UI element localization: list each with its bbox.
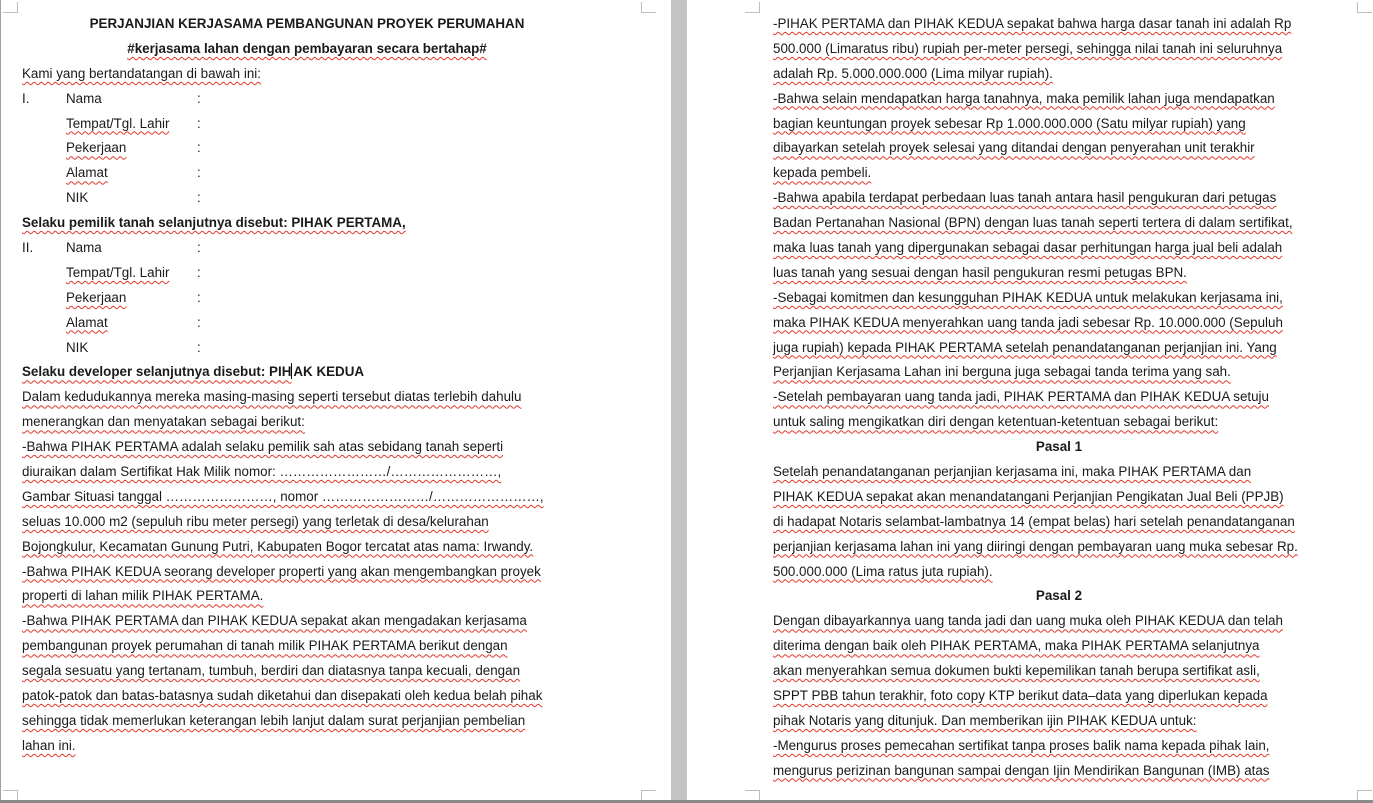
party1-role: Selaku pemilik tanah selanjutnya disebut: PIHAK PERTAMA, — [22, 215, 406, 231]
party2-field-label: Alamat — [66, 314, 108, 330]
paragraph-line: lahan ini. — [22, 737, 76, 753]
party1-field-row — [22, 161, 592, 186]
paragraph-line: -Bahwa PIHAK PERTAMA dan PIHAK KEDUA sepakat akan mengadakan kerjasama — [22, 613, 527, 629]
paragraph-line: -Bahwa PIHAK PERTAMA adalah selaku pemilik sah atas sebidang tanah seperti — [22, 439, 504, 455]
paragraph-line: Gambar Situasi tanggal ……………………, nomor ……………………/……………………, — [22, 488, 544, 504]
field-colon: : — [197, 90, 201, 106]
paragraph-line: properti di lahan milik PIHAK PERTAMA. — [22, 588, 264, 604]
paragraph-line: 500.000 (Limaratus ribu) rupiah per-meter persegi, sehingga nilai tanah ini seluruhnya — [773, 40, 1283, 56]
field-colon: : — [197, 240, 201, 256]
page-corner-marker — [1357, 2, 1372, 13]
paragraph-line: maka PIHAK KEDUA menyerahkan uang tanda jadi sebesar Rp. 10.000.000 (Sepuluh — [773, 314, 1283, 330]
document-title: PERJANJIAN KERJASAMA PEMBANGUNAN PROYEK PERUMAHAN — [89, 16, 525, 31]
paragraph-line: perjanjian kerjasama lahan ini yang diiringi dengan pembayaran uang muka sebesar Rp. — [773, 538, 1298, 554]
page-corner-marker — [745, 2, 760, 13]
paragraph-line: luas tanah yang sesuai dengan hasil pengukuran resmi petugas BPN. — [773, 264, 1187, 280]
party2-field-row — [22, 336, 592, 361]
field-colon: : — [197, 314, 201, 330]
paragraph-line: PIHAK KEDUA sepakat akan menandatangani Perjanjian Pengikatan Jual Beli (PPJB) — [773, 488, 1284, 504]
page-text-body[interactable] — [773, 12, 1345, 784]
paragraph-line: pihak Notaris yang ditunjuk. Dan memberikan ijin PIHAK KEDUA untuk: — [773, 712, 1197, 728]
party1-field-label: NIK — [66, 190, 89, 206]
party2-number: II. — [22, 240, 34, 256]
field-colon: : — [197, 289, 201, 305]
field-colon: : — [197, 264, 201, 280]
page-text-body[interactable] — [22, 12, 592, 759]
paragraph-line: 500.000.000 (Lima ratus juta rupiah). — [773, 563, 993, 579]
field-colon: : — [197, 165, 201, 181]
paragraph-line: -Mengurus proses pemecahan sertifikat tanpa proses balik nama kepada pihak lain, — [773, 737, 1270, 753]
paragraph-line: seluas 10.000 m2 (sepuluh ribu meter persegi) yang terletak di desa/kelurahan — [22, 513, 489, 529]
party1-field-row — [22, 87, 592, 112]
party2-role-text-rest: AK KEDUA — [293, 364, 365, 380]
paragraph-line: kepada pembeli. — [773, 165, 872, 181]
party1-field-label: Nama — [66, 90, 102, 106]
pasal-1-heading: Pasal 1 — [1035, 439, 1083, 455]
field-colon: : — [197, 190, 201, 206]
party1-number: I. — [22, 90, 30, 106]
party1-field-label: Tempat/Tgl. Lahir — [66, 115, 170, 131]
paragraph-line: di hadapat Notaris selambat-lambatnya 14 (empat belas) hari setelah penandatanganan — [773, 513, 1295, 529]
party2-field-label: Pekerjaan — [66, 289, 127, 305]
paragraph-line: adalah Rp. 5.000.000.000 (Lima milyar rupiah). — [773, 65, 1053, 81]
pasal-2-heading: Pasal 2 — [1035, 588, 1083, 604]
page-corner-marker — [3, 2, 18, 13]
paragraph-line: Dalam kedudukannya mereka masing-masing seperti tersebut diatas terlebih dahulu — [22, 389, 522, 405]
party2-field-row — [22, 311, 592, 336]
party1-field-row — [22, 112, 592, 137]
paragraph-line: menerangkan dan menyatakan sebagai berikut: — [22, 414, 305, 430]
paragraph-line: Badan Pertanahan Nasional (BPN) dengan luas tanah seperti tertera di dalam sertifikat, — [773, 215, 1293, 231]
field-colon: : — [197, 140, 201, 156]
party2-field-row — [22, 236, 592, 261]
paragraph-line: pembangunan proyek perumahan di tanah milik PIHAK PERTAMA berikut dengan — [22, 638, 508, 654]
intro-line: Kami yang bertandatangan di bawah ini: — [22, 65, 261, 81]
paragraph-line: -Bahwa PIHAK KEDUA seorang developer properti yang akan mengembangkan proyek — [22, 563, 541, 579]
document-page-left[interactable] — [0, 0, 672, 803]
document-subtitle: #kerjasama lahan dengan pembayaran secara bertahap# — [127, 40, 487, 56]
paragraph-line: akan menyerahkan semua dokumen bukti kepemilikan tanah berupa sertifikat asli, — [773, 663, 1260, 679]
paragraph-line: patok-patok dan batas-batasnya sudah diketahui dan disepakati oleh kedua belah pihak — [22, 688, 543, 704]
paragraph-line: -Bahwa selain mendapatkan harga tanahnya, maka pemilik lahan juga mendapatkan — [773, 90, 1275, 106]
field-colon: : — [197, 339, 201, 355]
paragraph-line: juga rupiah) kepada PIHAK PERTAMA setelah penandatanganan perjanjian ini. Yang — [773, 339, 1277, 355]
paragraph-line: Bojongkulur, Kecamatan Gunung Putri, Kabupaten Bogor tercatat atas nama: Irwandy. — [22, 538, 534, 554]
party2-role — [22, 360, 592, 385]
paragraph-line: -Sebagai komitmen dan kesungguhan PIHAK KEDUA untuk melakukan kerjasama ini, — [773, 289, 1283, 305]
party2-field-label: Nama — [66, 240, 102, 256]
paragraph-line: sehingga tidak memerlukan keterangan lebih lanjut dalam surat perjanjian pembelian — [22, 712, 526, 728]
field-colon: : — [197, 115, 201, 131]
party2-field-label: Tempat/Tgl. Lahir — [66, 264, 170, 280]
party1-field-label: Pekerjaan — [66, 140, 127, 156]
party2-field-row — [22, 286, 592, 311]
paragraph-line: SPPT PBB tahun terakhir, foto copy KTP berikut data–data yang diperlukan kepada — [773, 688, 1268, 704]
party1-field-label: Alamat — [66, 165, 108, 181]
page-gutter — [671, 0, 686, 803]
paragraph-line: -Setelah pembayaran uang tanda jadi, PIHAK PERTAMA dan PIHAK KEDUA setuju — [773, 389, 1269, 405]
paragraph-line: untuk saling mengikatkan diri dengan ketentuan-ketentuan sebagai berikut: — [773, 414, 1219, 430]
paragraph-line: segala sesuatu yang tertanam, tumbuh, berdiri dan diatasnya tanpa kecuali, dengan — [22, 663, 521, 679]
paragraph-line: dibayarkan setelah proyek selesai yang ditandai dengan penyerahan unit terakhir — [773, 140, 1255, 156]
paragraph-line: diterima dengan baik oleh PIHAK PERTAMA, maka PIHAK PERTAMA selanjutnya — [773, 638, 1260, 654]
party1-field-row — [22, 186, 592, 211]
paragraph-line: -PIHAK PERTAMA dan PIHAK KEDUA sepakat bahwa harga dasar tanah ini adalah Rp — [773, 16, 1292, 31]
paragraph-line: Perjanjian Kerjasama Lahan ini berguna juga sebagai tanda terima yang sah. — [773, 364, 1231, 380]
party2-role-text: Selaku developer selanjutnya disebut: PIH — [22, 364, 292, 380]
paragraph-line: bagian keuntungan proyek sebesar Rp 1.000.000.000 (Satu milyar rupiah) yang — [773, 115, 1246, 131]
paragraph-line: maka luas tanah yang dipergunakan sebagai dasar perhitungan harga jual beli adalah — [773, 240, 1283, 256]
party1-field-row — [22, 136, 592, 161]
paragraph-line: Setelah penandatanganan perjanjian kerjasama ini, maka PIHAK PERTAMA dan — [773, 464, 1252, 480]
document-page-right[interactable] — [686, 0, 1373, 803]
paragraph-line: mengurus perizinan bangunan sampai dengan Ijin Mendirikan Bangunan (IMB) atas — [773, 762, 1270, 778]
party2-field-row — [22, 261, 592, 286]
page-corner-marker — [641, 2, 656, 13]
paragraph-line: diuraikan dalam Sertifikat Hak Milik nomor: ……………………/……………………, — [22, 464, 502, 480]
paragraph-line: -Bahwa apabila terdapat perbedaan luas tanah antara hasil pengukuran dari petugas — [773, 190, 1277, 206]
party2-field-label: NIK — [66, 339, 89, 355]
paragraph-line: Dengan dibayarkannya uang tanda jadi dan uang muka oleh PIHAK KEDUA dan telah — [773, 613, 1283, 629]
